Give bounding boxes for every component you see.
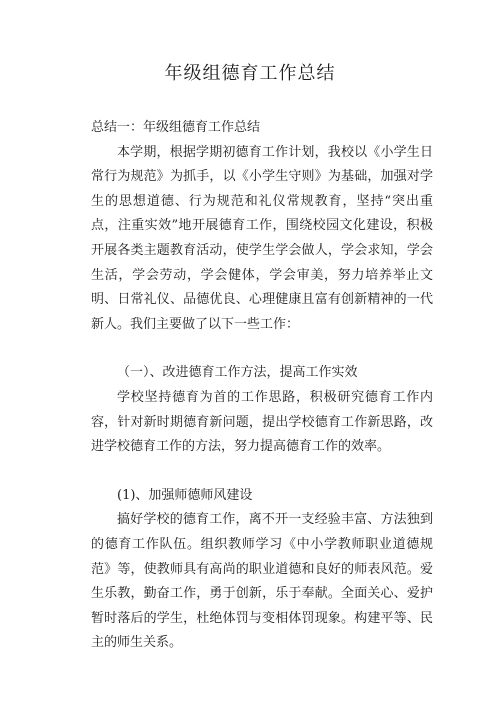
- section-heading-2: (1)、加强师德师风建设: [117, 487, 253, 503]
- paragraph-intro: 本学期，根据学期初德育工作计划，我校以《小学生日常行为规范》为抓手，以《小学生守则》为基础，加强对学生的思想道德、行为规范和礼仪常规教育，坚持“突出重点，注重实效”地开展德育工作，围绕校园文化建设，积极开展各类主题教育活动，使学生学会做人，学会求知，学会生活，学会劳动，学会健体，学会审美，努力培养举止文明、日常礼仪、品德优良、心理健康且富有创新精神的一代新人。我们主要做了以下一些工作：: [91, 144, 433, 332]
- document-subtitle: 总结一：年级组德育工作总结: [91, 120, 261, 135]
- paragraph-section-2: 搞好学校的德育工作，离不开一支经验丰富、方法独到的德育工作队伍。组织教师学习《中小学教师职业道德规范》等，使教师具有高尚的职业道德和良好的师表风范。爱生乐教，勤奋工作，勇于创新，乐于奉献。全面关心、爱护暂时落后的学生，杜绝体罚与变相体罚现象。构建平等、民主的师生关系。: [91, 512, 433, 651]
- paragraph-section-1: 学校坚持德育为首的工作思路，积极研究德育工作内容，针对新时期德育新问题，提出学校德育工作新思路，改进学校德育工作的方法，努力提高德育工作的效率。: [91, 389, 433, 455]
- document-title: 年级组德育工作总结: [164, 63, 336, 84]
- section-heading-1: （一）、改进德育工作方法，提高工作实效: [117, 365, 358, 381]
- document-body: [91, 116, 433, 656]
